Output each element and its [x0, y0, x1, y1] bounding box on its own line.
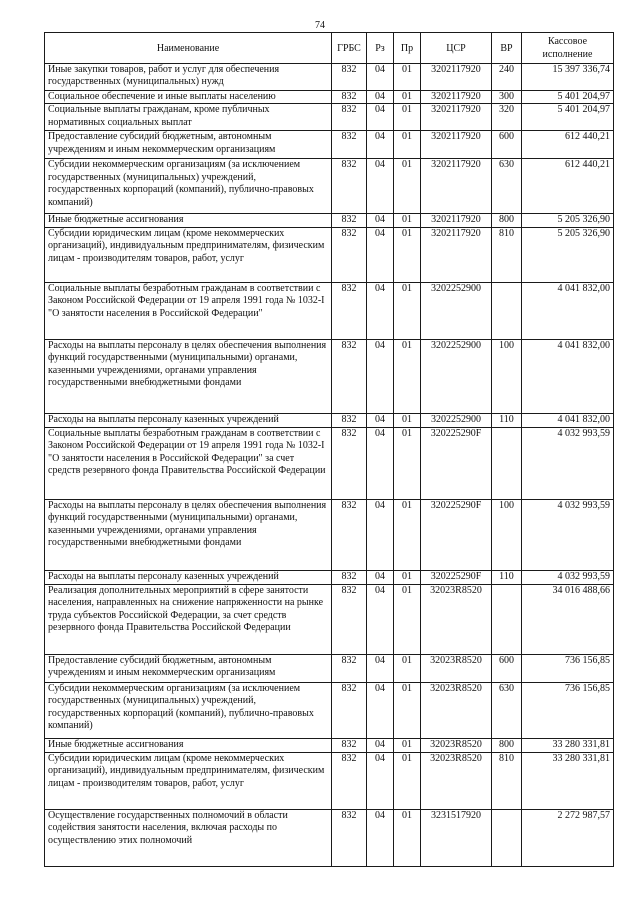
table-row: [45, 227, 614, 282]
table-row: [45, 738, 614, 752]
cell-csr: 32023R8520: [421, 738, 492, 752]
cell-amount: 4 041 832,00: [522, 282, 614, 339]
header-name: Наименование: [45, 33, 332, 64]
cell-name: Субсидии некоммерческим организациям (за исключением государственных (муниципальных) учреждений, государственных корпораций (компаний), публично-правовых компаний): [45, 159, 332, 214]
cell-csr: 32023R8520: [421, 584, 492, 654]
cell-rz: 04: [367, 227, 394, 282]
cell-name: Иные закупки товаров, работ и услуг для обеспечения государственных (муниципальных) нужд: [45, 64, 332, 91]
cell-amount: 34 016 488,66: [522, 584, 614, 654]
cell-csr: 320225290F: [421, 570, 492, 584]
cell-name: Иные бюджетные ассигнования: [45, 738, 332, 752]
cell-rz: 04: [367, 214, 394, 227]
cell-amount: 4 032 993,59: [522, 499, 614, 570]
cell-vr: 240: [492, 64, 522, 91]
table-row: [45, 64, 614, 91]
cell-csr: 320225290F: [421, 427, 492, 499]
header-grbs: ГРБС: [332, 33, 367, 64]
cell-amount: 4 032 993,59: [522, 427, 614, 499]
cell-amount: 2 272 987,57: [522, 809, 614, 866]
table-row: [45, 91, 614, 104]
cell-vr: 100: [492, 499, 522, 570]
table-row: [45, 752, 614, 809]
cell-grbs: 832: [332, 738, 367, 752]
cell-name: Осуществление государственных полномочий в области содействия занятости населения, включая расходы по осуществлению этих полномочий: [45, 809, 332, 866]
cell-grbs: 832: [332, 499, 367, 570]
cell-grbs: 832: [332, 654, 367, 682]
table-row: [45, 499, 614, 570]
header-pr: Пр: [394, 33, 421, 64]
cell-grbs: 832: [332, 584, 367, 654]
cell-amount: 5 401 204,97: [522, 104, 614, 131]
cell-vr: 320: [492, 104, 522, 131]
cell-csr: 3202117920: [421, 227, 492, 282]
cell-grbs: 832: [332, 413, 367, 427]
cell-vr: 600: [492, 131, 522, 159]
cell-csr: 32023R8520: [421, 682, 492, 738]
cell-vr: 300: [492, 91, 522, 104]
table-row: [45, 427, 614, 499]
table-row: [45, 104, 614, 131]
cell-rz: 04: [367, 738, 394, 752]
cell-pr: 01: [394, 654, 421, 682]
table-row: [45, 682, 614, 738]
cell-name: Субсидии юридическим лицам (кроме некоммерческих организаций), индивидуальным предпринимателям, физическим лицам - производителям товаров, работ, услуг: [45, 227, 332, 282]
cell-pr: 01: [394, 752, 421, 809]
table-row: [45, 413, 614, 427]
cell-pr: 01: [394, 413, 421, 427]
cell-pr: 01: [394, 427, 421, 499]
cell-name: Субсидии некоммерческим организациям (за исключением государственных (муниципальных) учреждений, государственных корпораций (компаний), публично-правовых компаний): [45, 682, 332, 738]
cell-amount: 4 041 832,00: [522, 413, 614, 427]
page-number: 74: [315, 20, 325, 31]
cell-vr: [492, 282, 522, 339]
cell-rz: 04: [367, 499, 394, 570]
cell-rz: 04: [367, 339, 394, 413]
cell-csr: 3202252900: [421, 413, 492, 427]
cell-csr: 32023R8520: [421, 654, 492, 682]
cell-name: Социальные выплаты безработным гражданам в соответствии с Законом Российской Федерации от 19 апреля 1991 года № 1032-I "О занятости населения в Российской Федерации": [45, 282, 332, 339]
cell-name: Расходы на выплаты персоналу казенных учреждений: [45, 413, 332, 427]
table-row: [45, 584, 614, 654]
cell-grbs: 832: [332, 682, 367, 738]
cell-vr: 810: [492, 752, 522, 809]
cell-grbs: 832: [332, 427, 367, 499]
cell-name: Иные бюджетные ассигнования: [45, 214, 332, 227]
cell-grbs: 832: [332, 282, 367, 339]
cell-name: Расходы на выплаты персоналу казенных учреждений: [45, 570, 332, 584]
cell-csr: 3202117920: [421, 104, 492, 131]
cell-rz: 04: [367, 159, 394, 214]
cell-name: Расходы на выплаты персоналу в целях обеспечения выполнения функций государственными (муниципальными) органами, казенными учреждениями, органами управления государственными внебюджетными фондами: [45, 499, 332, 570]
cell-pr: 01: [394, 227, 421, 282]
cell-vr: 810: [492, 227, 522, 282]
cell-grbs: 832: [332, 339, 367, 413]
cell-rz: 04: [367, 654, 394, 682]
header-amount: Кассовое исполнение: [522, 33, 614, 64]
cell-amount: 5 401 204,97: [522, 91, 614, 104]
cell-csr: 32023R8520: [421, 752, 492, 809]
cell-vr: [492, 809, 522, 866]
cell-name: Предоставление субсидий бюджетным, автономным учреждениям и иным некоммерческим организациям: [45, 654, 332, 682]
cell-rz: 04: [367, 91, 394, 104]
header-csr: ЦСР: [421, 33, 492, 64]
table-row: [45, 282, 614, 339]
cell-rz: 04: [367, 809, 394, 866]
table-header-row: [45, 33, 614, 64]
cell-vr: 600: [492, 654, 522, 682]
table-row: [45, 131, 614, 159]
cell-rz: 04: [367, 413, 394, 427]
table-row: [45, 570, 614, 584]
cell-pr: 01: [394, 499, 421, 570]
cell-amount: 5 205 326,90: [522, 227, 614, 282]
cell-vr: [492, 584, 522, 654]
cell-pr: 01: [394, 214, 421, 227]
cell-amount: 612 440,21: [522, 131, 614, 159]
cell-rz: 04: [367, 131, 394, 159]
cell-pr: 01: [394, 339, 421, 413]
cell-csr: 3202117920: [421, 214, 492, 227]
cell-rz: 04: [367, 752, 394, 809]
cell-vr: 110: [492, 413, 522, 427]
cell-pr: 01: [394, 91, 421, 104]
cell-name: Реализация дополнительных мероприятий в сфере занятости населения, направленных на снижение напряженности на рынке труда субъектов Российской Федерации, за счет средств резервного фонда Правительства Российской Федерации: [45, 584, 332, 654]
cell-amount: 4 041 832,00: [522, 339, 614, 413]
cell-vr: [492, 427, 522, 499]
cell-rz: 04: [367, 64, 394, 91]
cell-name: Социальные выплаты безработным гражданам в соответствии с Законом Российской Федерации от 19 апреля 1991 года № 1032-I "О занятости населения в Российской Федерации" за счет средств резервного фонда Правительства Российской Федерации: [45, 427, 332, 499]
cell-name: Социальное обеспечение и иные выплаты населению: [45, 91, 332, 104]
cell-rz: 04: [367, 104, 394, 131]
cell-amount: 5 205 326,90: [522, 214, 614, 227]
cell-grbs: 832: [332, 227, 367, 282]
cell-csr: 3202117920: [421, 131, 492, 159]
cell-grbs: 832: [332, 809, 367, 866]
cell-grbs: 832: [332, 104, 367, 131]
cell-vr: 800: [492, 214, 522, 227]
cell-csr: 3231517920: [421, 809, 492, 866]
cell-grbs: 832: [332, 570, 367, 584]
cell-rz: 04: [367, 282, 394, 339]
cell-name: Субсидии юридическим лицам (кроме некоммерческих организаций), индивидуальным предпринимателям, физическим лицам - производителям товаров, работ, услуг: [45, 752, 332, 809]
cell-pr: 01: [394, 64, 421, 91]
cell-amount: 612 440,21: [522, 159, 614, 214]
header-vr: ВР: [492, 33, 522, 64]
cell-pr: 01: [394, 809, 421, 866]
cell-vr: 110: [492, 570, 522, 584]
cell-grbs: 832: [332, 214, 367, 227]
cell-pr: 01: [394, 570, 421, 584]
cell-grbs: 832: [332, 64, 367, 91]
cell-pr: 01: [394, 104, 421, 131]
cell-pr: 01: [394, 159, 421, 214]
cell-vr: 800: [492, 738, 522, 752]
cell-rz: 04: [367, 570, 394, 584]
cell-grbs: 832: [332, 752, 367, 809]
cell-vr: 630: [492, 159, 522, 214]
cell-csr: 3202117920: [421, 159, 492, 214]
cell-amount: 33 280 331,81: [522, 752, 614, 809]
header-rz: Рз: [367, 33, 394, 64]
budget-table: [44, 32, 614, 867]
cell-pr: 01: [394, 131, 421, 159]
cell-amount: 33 280 331,81: [522, 738, 614, 752]
cell-vr: 630: [492, 682, 522, 738]
cell-grbs: 832: [332, 91, 367, 104]
cell-csr: 320225290F: [421, 499, 492, 570]
cell-csr: 3202252900: [421, 282, 492, 339]
table-row: [45, 654, 614, 682]
cell-vr: 100: [492, 339, 522, 413]
table-row: [45, 214, 614, 227]
cell-grbs: 832: [332, 131, 367, 159]
cell-rz: 04: [367, 427, 394, 499]
cell-csr: 3202117920: [421, 64, 492, 91]
cell-amount: 4 032 993,59: [522, 570, 614, 584]
cell-csr: 3202252900: [421, 339, 492, 413]
cell-pr: 01: [394, 584, 421, 654]
cell-pr: 01: [394, 738, 421, 752]
table-row: [45, 159, 614, 214]
cell-pr: 01: [394, 282, 421, 339]
cell-name: Социальные выплаты гражданам, кроме публичных нормативных социальных выплат: [45, 104, 332, 131]
cell-name: Предоставление субсидий бюджетным, автономным учреждениям и иным некоммерческим организациям: [45, 131, 332, 159]
cell-name: Расходы на выплаты персоналу в целях обеспечения выполнения функций государственными (муниципальными) органами, казенными учреждениями, органами управления государственными внебюджетными фондами: [45, 339, 332, 413]
cell-pr: 01: [394, 682, 421, 738]
table-row: [45, 809, 614, 866]
cell-amount: 736 156,85: [522, 682, 614, 738]
cell-amount: 736 156,85: [522, 654, 614, 682]
cell-amount: 15 397 336,74: [522, 64, 614, 91]
cell-rz: 04: [367, 584, 394, 654]
cell-csr: 3202117920: [421, 91, 492, 104]
cell-rz: 04: [367, 682, 394, 738]
cell-grbs: 832: [332, 159, 367, 214]
table-row: [45, 339, 614, 413]
